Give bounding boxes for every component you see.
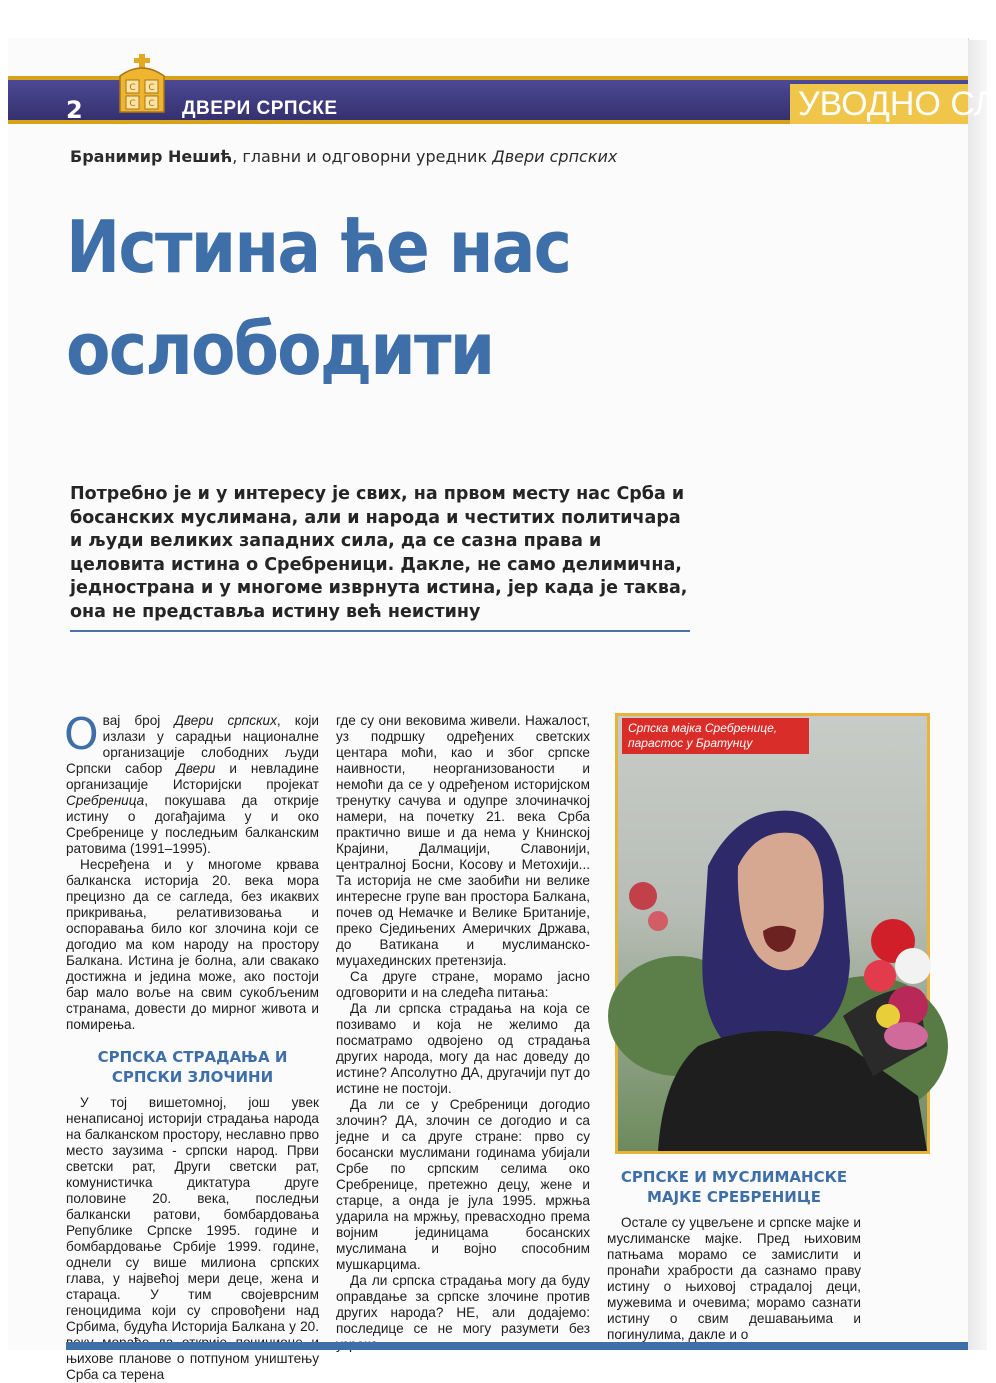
- author-role: , главни и одговорни уредник: [232, 147, 493, 166]
- section-subheading: СРПСКА СТРАДАЊА И СРПСКИ ЗЛОЧИНИ: [97, 1048, 288, 1086]
- paragraph: У тој вишетомној, још увек ненаписаној историји страдања народа на балканском простору, неславно прво место заузима - српски народ. Први светски рат, Други светски рат, комунистичка диктатура друге половине 20. века, последњи балкански ратови, бомбардовања Републике Српске 1995. године и бомбардовање Србије 1999. године, однели су више милиона српских глава, у највећој мери деце, жена и стараца. У тим својеврсним геноцидима који су спровођени над Србима, будућа Историја Балкана у 20. њихове планове о потпуном уништењу Срба са терена: [66, 1095, 319, 1382]
- article-photo: [615, 713, 930, 1154]
- text-column-1: [64, 709, 319, 1383]
- lede-divider: [70, 630, 690, 632]
- svg-text:С: С: [148, 83, 155, 93]
- svg-text:С: С: [129, 83, 136, 93]
- magazine-title: ДВЕРИ СРПСКЕ: [182, 98, 338, 119]
- church-cross-logo-icon: [114, 54, 170, 116]
- paragraph: Да ли српска страдања могу да буду оправдање за српске злочине против других народа? НЕ, али додајемо: последице се не могу разумети без: [336, 1273, 590, 1336]
- text-run: и невладине организације Историјски пројекат: [66, 761, 319, 792]
- paragraph: Несређена и у многоме крвава балканска историја 20. века мора прецизно да се сагледа, без икаквих прикривања, релативизовања и оспоравања било ког злочина који се догодио ма ком народу на простору Балкана. Истина је болна, али свакако достижна и једина може, ако постоји бар мало воље на свим сукобљеним странама, довести до мирног живота и помирења.: [66, 857, 319, 1032]
- text-run-italic: Сребреница: [66, 793, 145, 808]
- text-run: , покушава да открије истину о догађајима у и око Сребренице у последњим балканским ратовима (1991–1995).: [66, 793, 319, 856]
- title-line-1: Истина ће нас: [66, 205, 571, 289]
- text-run-italic: Двери српских: [174, 713, 277, 728]
- page-spine: [968, 40, 987, 1350]
- text-run: вај број: [102, 713, 175, 728]
- section-subheading: СРПСКЕ И МУСЛИМАНСКЕ МАЈКЕ СРЕБРЕНИЦЕ: [620, 1168, 848, 1206]
- footer-rule: [66, 1342, 968, 1350]
- article-lede: Потребно је и у интересу је свих, на првом месту нас Срба и босанских муслимана, али и народа и честитих политичара и људи великих западних сила, да се сазна права и целовита истина о Сребреници. Дакле, не само делимична, једнострана и у многоме изврнута истина, јер када је таква, она не представља истину већ неистину: [70, 484, 688, 622]
- section-label: УВОДНО СЛ: [798, 85, 996, 123]
- paragraph: Остале су уцвељене и српске мајке и муслиманске мајке. Пред њиховим патњама морамо се замислити и пронаћи храбрости да сазнамо праву истину о њиховој страдалој деци, мужевима и очевима; морамо сазнати истину о свим дешавањима и погинулима, дакле и о: [607, 1215, 861, 1342]
- paragraph: [64, 709, 319, 857]
- paragraph: где су они вековима живели. Нажалост, уз подршку одређених светских центара моћи, као и због српске наивности, неорганизованости и немоћи да се у одређеном историјском тренутку сачува и одупре злочиначкој намери, на почетку 21. века Срба практично више и да нема у Книнској Крајини, Далмацији, Славонији, централној Босни, Косову и Метохији... Та историја не сме заобићи ни велике интересне групе ван простора Балкана, почев од Немачке и Велике Британије, преко Сједињених Америчких Држава, до Ватикана и муслиманско-муџахединских претензија.: [336, 713, 590, 968]
- drop-cap: О: [64, 709, 99, 760]
- text-run: , који излази у сарадњи националне организације слободних људи Српски сабор: [66, 713, 319, 776]
- title-line-2: ослободити: [66, 307, 494, 391]
- text-run-italic: Двери: [176, 761, 216, 776]
- author-byline: [70, 147, 617, 166]
- page-number: 2: [66, 96, 83, 124]
- article-title: [66, 196, 606, 400]
- publication-name: Двери српских: [492, 147, 618, 166]
- svg-text:С: С: [148, 99, 155, 109]
- paragraph: Да ли се у Сребреници догодио злочин? ДА, злочин се догодио и са једне и са друге стране: прво су босански муслимани годинама убијали Србе по српским селима око Сребренице, претежно децу, жене и старце, а онда је јула 1995. мржња ударила на мржњу, превасходно према војним јединицама босанских муслимана и војно способним мушкарцима.: [336, 1097, 590, 1272]
- mourning-mother-photo-icon: [618, 716, 927, 1151]
- author-name: Бранимир Нешић: [70, 147, 233, 166]
- paragraph: Са друге стране, морамо јасно одговорити и на следећа питања:: [336, 969, 590, 1000]
- svg-text:С: С: [129, 99, 136, 109]
- text-column-3: [607, 1167, 861, 1343]
- paragraph: Да ли српска страдања на која се позивамо и која не желимо да посматрамо одвојено од страдања других народа, могу да нас доведу до истине? Апсолутно ДА, другачији пут до истине не постоји.: [336, 1001, 590, 1096]
- text-column-2: [336, 713, 590, 1353]
- photo-caption: Српска мајка Сребренице, парастос у Братунцу: [622, 718, 809, 754]
- page-header: [8, 72, 996, 130]
- section-tab: [790, 84, 996, 124]
